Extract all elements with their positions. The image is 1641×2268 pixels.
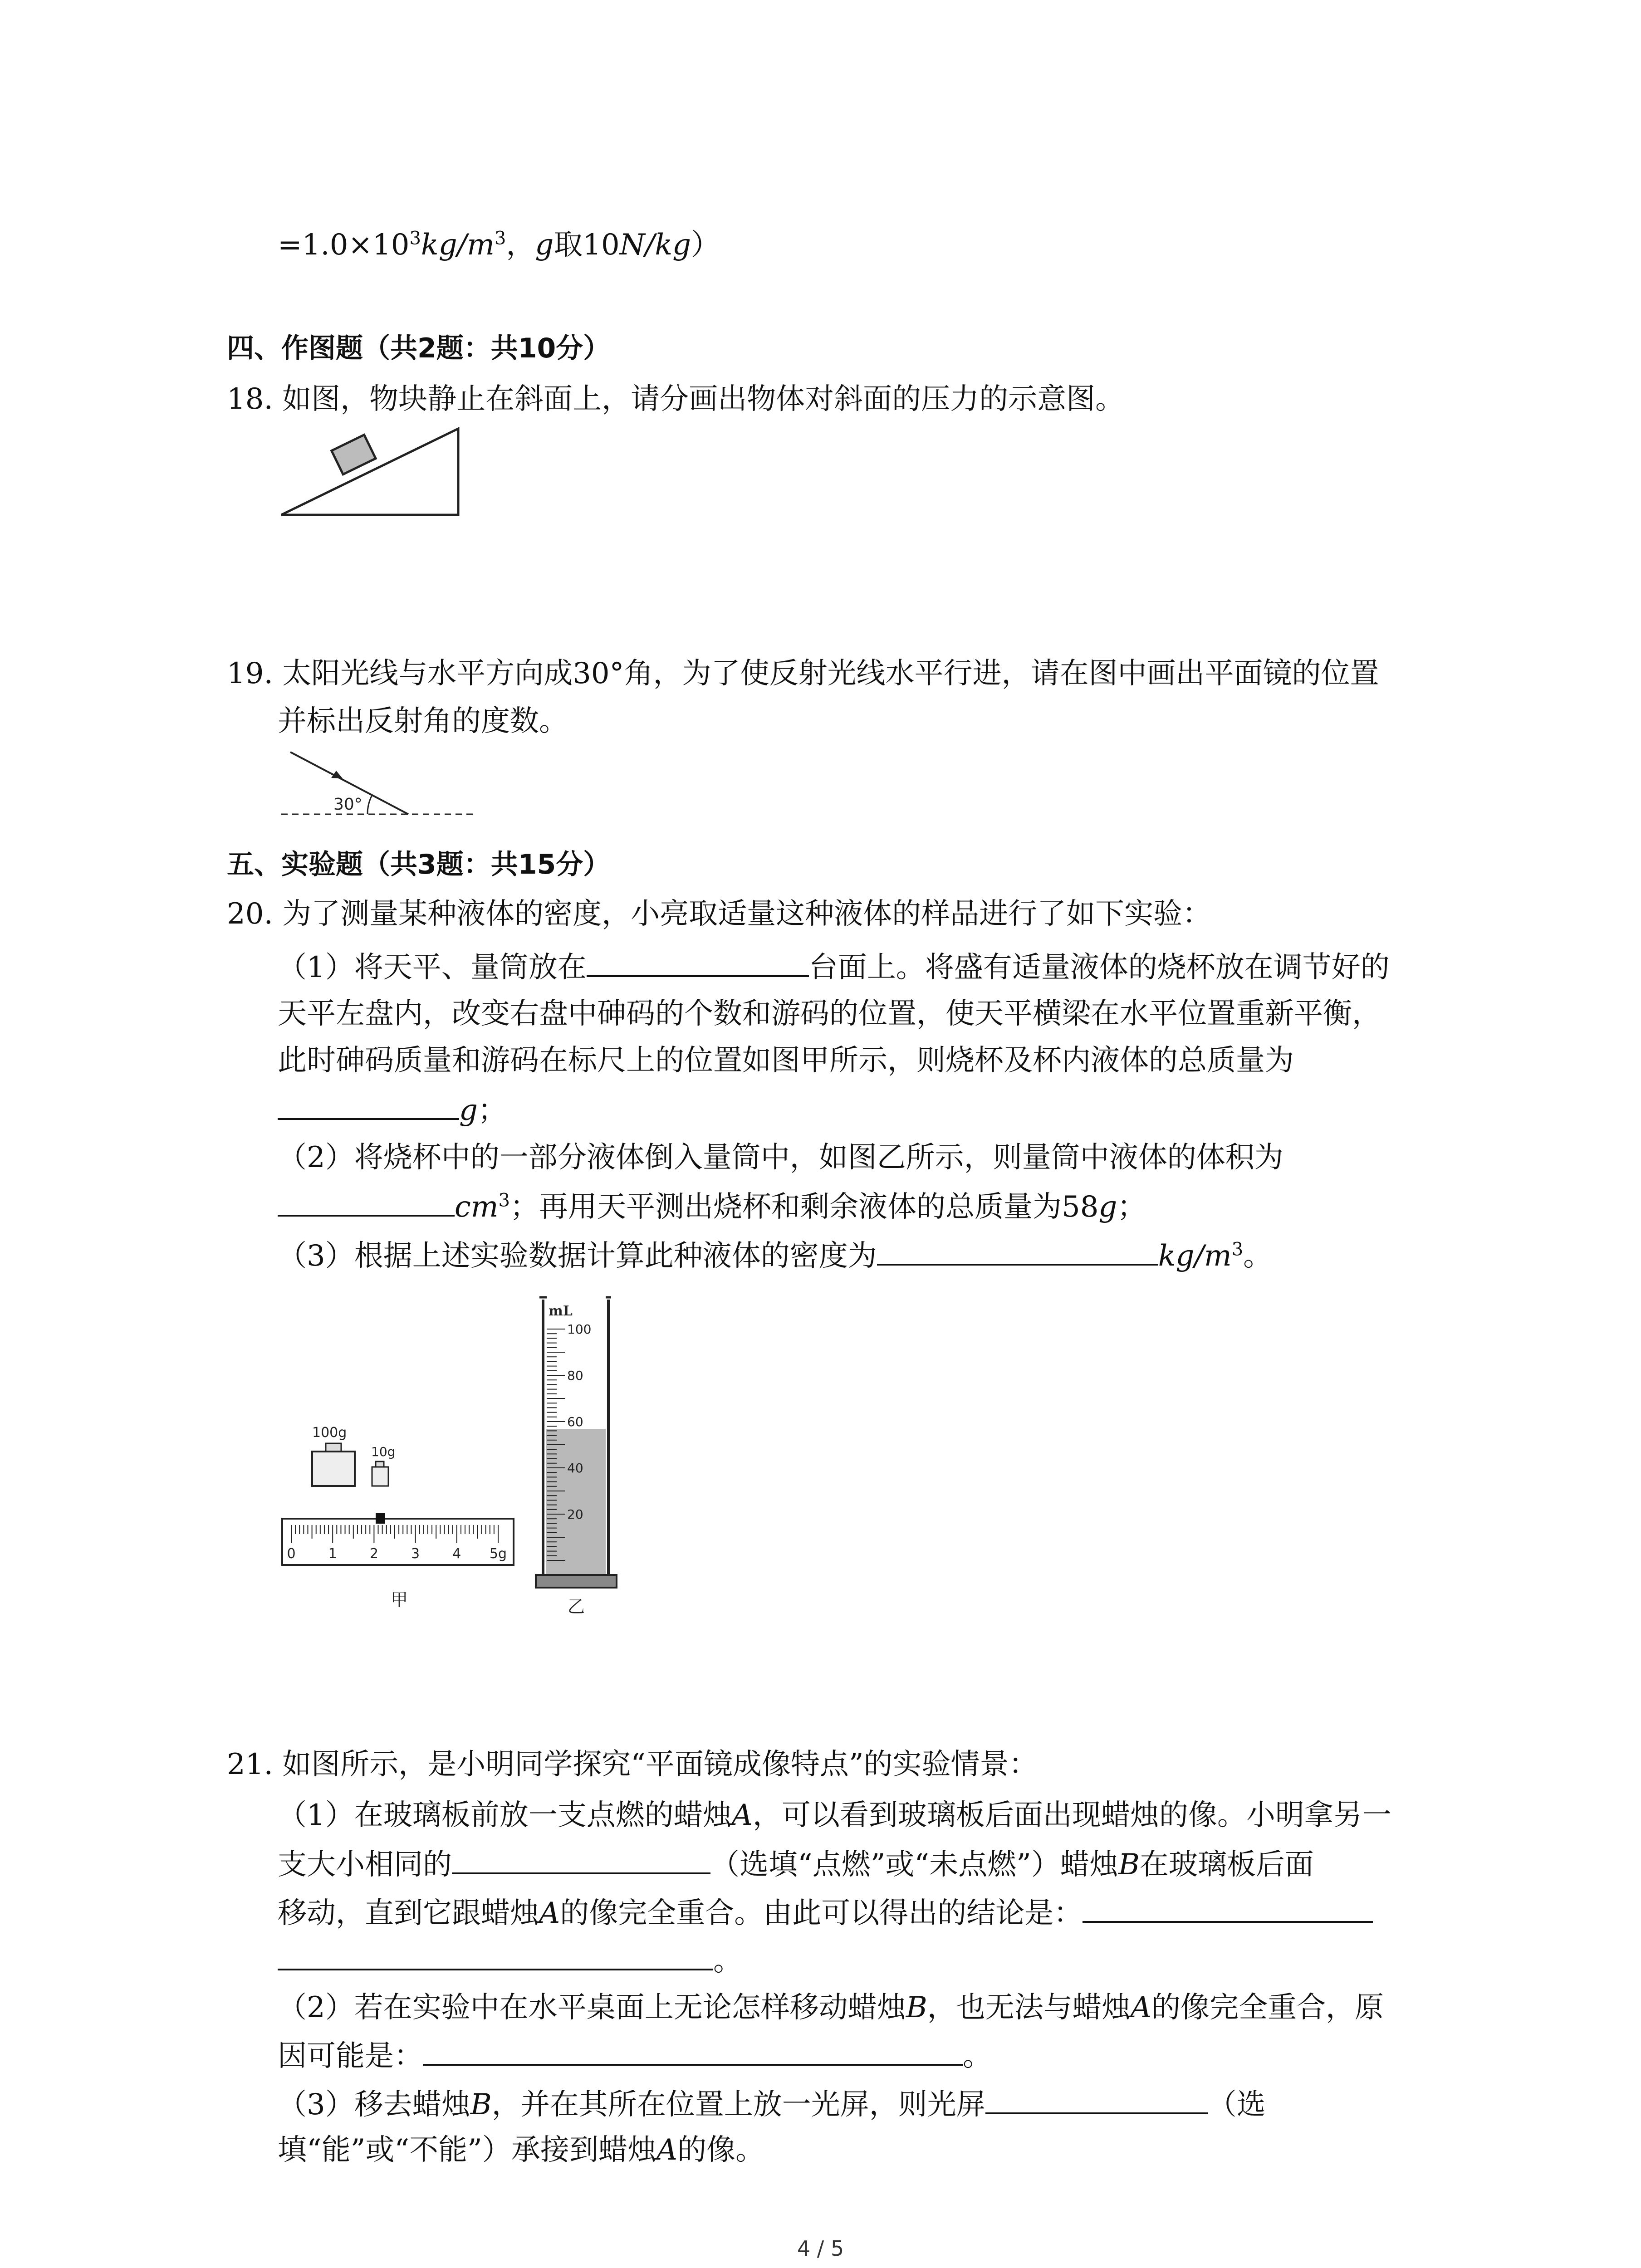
rider-scale xyxy=(282,1519,514,1565)
q20-blank-mass[interactable] xyxy=(278,1091,459,1120)
candle-b-symbol-3: B xyxy=(470,2088,492,2121)
q21-p1b2: （选填“点燃”或“未点燃”）蜡烛 xyxy=(710,1848,1118,1882)
q20-p1a: （1）将天平、量筒放在 xyxy=(278,951,587,984)
q21-intro-line xyxy=(227,1746,1038,1783)
q20-p3-tail: 。 xyxy=(1243,1239,1273,1273)
q19-body-1: 太阳光线与水平方向成30°角，为了使反射光线水平行进，请在图中画出平面镜的位置 xyxy=(282,657,1379,690)
weight-10g-knob xyxy=(376,1461,384,1467)
angle-arc xyxy=(367,795,372,814)
q20-p1-tail: ； xyxy=(477,1094,507,1127)
gravity-take: 取10 xyxy=(554,228,620,262)
q20-p2b-text: ；再用天平测出烧杯和剩余液体的总质量为58 xyxy=(509,1190,1099,1224)
q20-p1d: 此时砷码质量和游码在标尺上的位置如图甲所示，则烧杯及杯内液体的总质量为 xyxy=(278,1044,1294,1077)
incline-triangle xyxy=(281,429,458,515)
q20-volume-unit: cm xyxy=(455,1190,499,1224)
density-close: ） xyxy=(691,228,720,262)
q20-p1b: 台面上。将盛有适量液体的烧杯放在调节好的 xyxy=(808,951,1390,984)
section4-title: 四、作图题（共2题：共10分） xyxy=(227,332,611,364)
q21-number: 21. xyxy=(227,1748,273,1781)
weight-100g-label: 100g xyxy=(312,1425,347,1441)
cylinder-base xyxy=(536,1575,617,1588)
q21-p1c2: 的像完全重合。由此可以得出的结论是： xyxy=(560,1897,1083,1930)
q21-p1a2: ，可以看到玻璃板后面出现蜡烛的像。小明拿另一 xyxy=(752,1799,1391,1832)
scale-label: 2 xyxy=(369,1546,378,1562)
q21-part3-line1 xyxy=(278,2085,1266,2123)
q20-p1c: 天平左盘内，改变右盘中砷码的个数和游码的位置，使天平横梁在水平位置重新平衡， xyxy=(278,997,1381,1031)
density-constant-line xyxy=(278,227,720,263)
q20-volume-exp: 3 xyxy=(498,1190,510,1211)
q20-part2-line2 xyxy=(278,1188,1146,1225)
density-prefix: =1.0×10 xyxy=(278,228,410,262)
q21-part3-line2 xyxy=(278,2132,764,2168)
candle-b-symbol-2: B xyxy=(906,1991,927,2024)
q21-blank-conclusion-2[interactable] xyxy=(278,1941,713,1970)
q21-p2a2: ，也无法与蜡烛 xyxy=(927,1991,1131,2024)
angle-label: 30° xyxy=(333,795,362,814)
weight-10g-label: 10g xyxy=(371,1444,396,1459)
cylinder-label: 40 xyxy=(567,1461,583,1476)
q20-part3-line xyxy=(278,1237,1272,1274)
cylinder-label: 20 xyxy=(567,1507,583,1522)
q20-part1-line4 xyxy=(278,1091,507,1129)
q20-p2b-tail: ； xyxy=(1117,1190,1146,1224)
q21-p3a3: （选 xyxy=(1207,2088,1266,2121)
cylinder-label: 100 xyxy=(567,1322,592,1337)
q20-intro-line xyxy=(227,896,1211,932)
q21-p2a1: （2）若在实验中在水平桌面上无论怎样移动蜡烛 xyxy=(278,1991,906,2024)
q18-incline-figure xyxy=(277,422,467,522)
q21-part2-line2 xyxy=(278,2037,992,2074)
fig-jia-caption: 甲 xyxy=(390,1590,408,1610)
fig-jia-balance xyxy=(272,1420,526,1615)
gravity-unit: N/kg xyxy=(619,228,691,262)
q20-intro: 为了测量某种液体的密度，小亮取适量这种液体的样品进行了如下实验： xyxy=(282,897,1212,931)
q21-part1-line2 xyxy=(278,1845,1314,1883)
q21-p3a1: （3）移去蜡烛 xyxy=(278,2088,470,2121)
scale-label: 5g xyxy=(489,1546,507,1562)
q21-p2-tail: 。 xyxy=(963,2039,992,2073)
q20-p3a: （3）根据上述实验数据计算此种液体的密度为 xyxy=(278,1239,877,1273)
section5-title: 五、实验题（共3题：共15分） xyxy=(227,849,611,880)
q20-blank-surface[interactable] xyxy=(587,948,809,977)
density-sep: ， xyxy=(506,228,535,262)
q21-blank-reason[interactable] xyxy=(423,2037,963,2066)
q18-text xyxy=(227,381,1124,417)
q21-part1-line4 xyxy=(278,1941,742,1979)
rider xyxy=(376,1513,385,1524)
q20-part1-line1 xyxy=(278,948,1390,986)
scale-label: 4 xyxy=(452,1546,461,1562)
q21-part2-line1 xyxy=(278,1989,1384,2026)
q21-p2a3: 的像完全重合，原 xyxy=(1151,1991,1384,2024)
q20-mass-unit: g xyxy=(459,1094,478,1127)
q21-p3a2: ，并在其所在位置上放一光屏，则光屏 xyxy=(491,2088,985,2121)
q19-ray-figure xyxy=(277,744,485,826)
fig-yi-caption: 乙 xyxy=(567,1597,585,1615)
q20-number: 20. xyxy=(227,897,273,931)
gravity-symbol: g xyxy=(535,228,554,262)
q18-number: 18. xyxy=(227,382,273,416)
candle-a-symbol-2: A xyxy=(539,1897,560,1930)
q21-blank-conclusion-1[interactable] xyxy=(1083,1894,1373,1923)
q19-body-2: 并标出反射角的度数。 xyxy=(278,704,568,738)
q20-density-unit: kg/m xyxy=(1158,1239,1232,1273)
q21-p3b1: 填“能”或“不能”）承接到蜡烛 xyxy=(278,2133,656,2167)
weight-100g-knob xyxy=(326,1443,341,1452)
q21-p1a: （1）在玻璃板前放一支点燃的蜡烛 xyxy=(278,1799,732,1832)
q20-p2a: （2）将烧杯中的一部分液体倒入量筒中，如图乙所示，则量筒中液体的体积为 xyxy=(278,1141,1283,1174)
density-unit: kg/m xyxy=(421,228,495,262)
q18-body: 如图，物块静止在斜面上，请分画出物体对斜面的压力的示意图。 xyxy=(282,382,1125,416)
q20-blank-volume[interactable] xyxy=(278,1188,455,1217)
q21-p1c1: 移动，直到它跟蜡烛 xyxy=(278,1897,539,1930)
scale-label: 3 xyxy=(411,1546,420,1562)
block-on-incline xyxy=(332,435,376,474)
candle-a-symbol-4: A xyxy=(656,2133,678,2167)
q19-line1 xyxy=(227,655,1379,692)
q21-p3b2: 的像。 xyxy=(677,2133,765,2167)
q20-p2b-g: g xyxy=(1098,1190,1117,1224)
candle-a-symbol-3: A xyxy=(1130,1991,1151,2024)
q21-blank-screen[interactable] xyxy=(985,2085,1208,2114)
weight-10g xyxy=(372,1467,388,1486)
q19-number: 19. xyxy=(227,657,273,690)
page-number: 4 / 5 xyxy=(797,2236,844,2261)
cylinder-label: 80 xyxy=(567,1368,583,1383)
q21-part1-line3 xyxy=(278,1894,1373,1931)
q21-blank-lit[interactable] xyxy=(452,1845,710,1874)
candle-a-symbol: A xyxy=(731,1799,753,1832)
candle-b-symbol: B xyxy=(1118,1848,1140,1882)
cylinder-unit: mL xyxy=(549,1303,573,1319)
q20-density-exp: 3 xyxy=(1231,1239,1244,1260)
q20-blank-density[interactable] xyxy=(877,1237,1158,1266)
q21-p1-tail: 。 xyxy=(713,1944,742,1978)
q21-p1b1: 支大小相同的 xyxy=(278,1848,452,1882)
scale-label: 1 xyxy=(328,1546,337,1562)
q21-p1b3: 在玻璃板后面 xyxy=(1139,1848,1314,1882)
density-unit-exp: 3 xyxy=(494,228,506,249)
fig-yi-cylinder xyxy=(533,1288,637,1615)
q21-p2b1: 因可能是： xyxy=(278,2039,423,2073)
liquid xyxy=(546,1429,606,1574)
density-exp: 3 xyxy=(409,228,421,249)
weight-100g xyxy=(312,1452,355,1486)
cylinder-label: 60 xyxy=(567,1414,583,1429)
scale-label: 0 xyxy=(287,1546,296,1562)
q21-part1-line1 xyxy=(278,1797,1391,1833)
q21-intro: 如图所示，是小明同学探究“平面镜成像特点”的实验情景： xyxy=(282,1748,1038,1781)
